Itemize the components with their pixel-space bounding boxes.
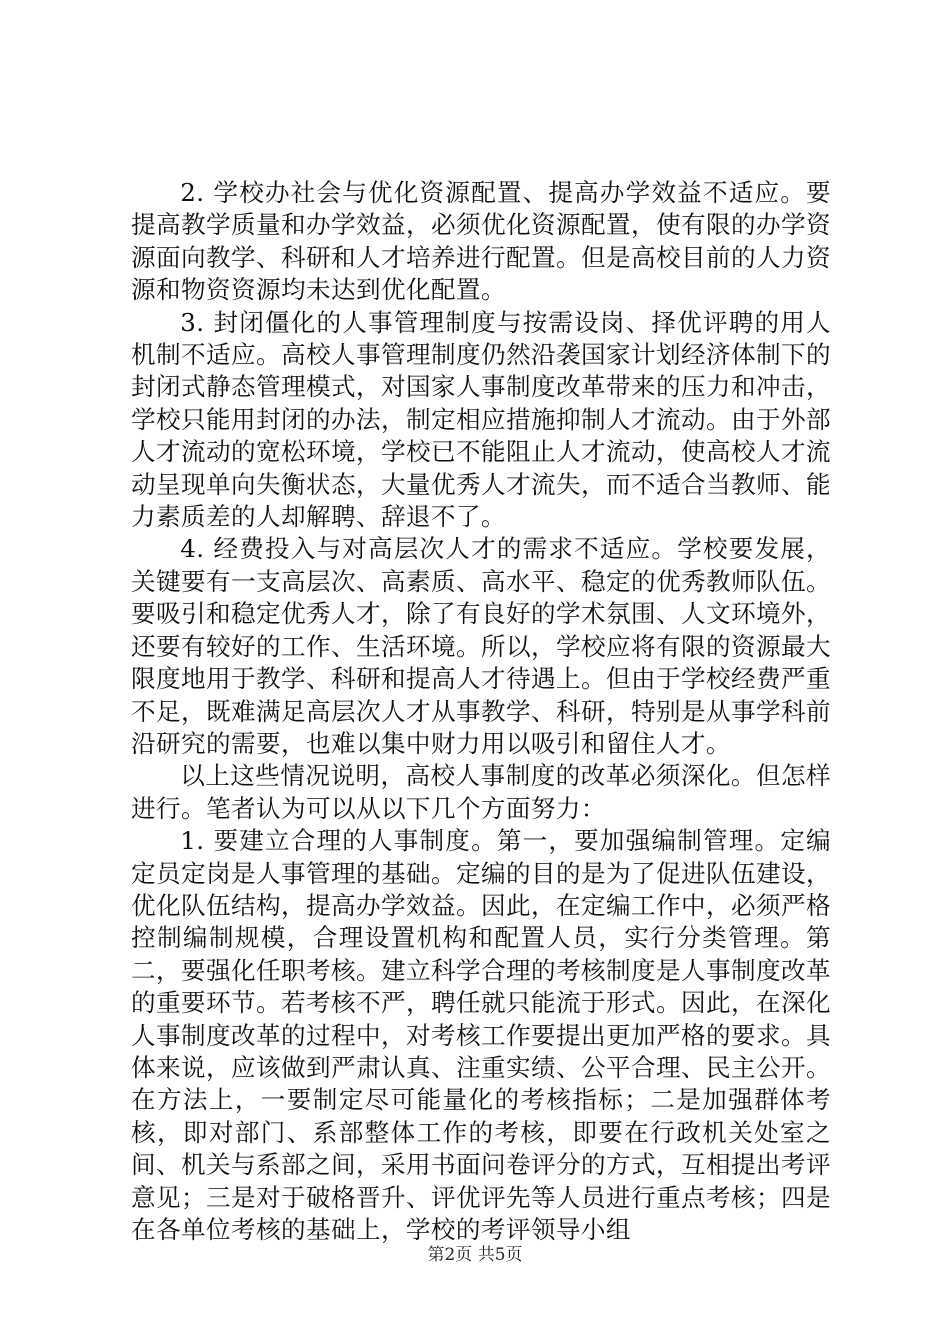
document-body — [131, 177, 831, 1246]
paragraph-item-4: 4. 经费投入与对高层次人才的需求不适应。学校要发展，关键要有一支高层次、高素质、高水平、稳定的优秀教师队伍。要吸引和稳定优秀人才，除了有良好的学术氛围、人文环境外，还要有较好的工作、生活环境。所以，学校应将有限的资源最大限度地用于教学、科研和提高人才待遇上。但由于学校经费严重不足，既难满足高层次人才从事教学、科研，特别是从事学科前沿研究的需要，也难以集中财力用以吸引和留住人才。 — [131, 534, 831, 758]
paragraph-measure-1: 1. 要建立合理的人事制度。第一，要加强编制管理。定编定员定岗是人事管理的基础。定编的目的是为了促进队伍建设，优化队伍结构，提高办学效益。因此，在定编工作中，必须严格控制编制规模，合理设置机构和配置人员，实行分类管理。第二，要强化任职考核。建立科学合理的考核制度是人事制度改革的重要环节。若考核不严，聘任就只能流于形式。因此，在深化人事制度改革的过程中，对考核工作要提出更加严格的要求。具体来说，应该做到严肃认真、注重实绩、公平合理、民主公开。在方法上，一要制定尽可能量化的考核指标；二是加强群体考核，即对部门、系部整体工作的考核，即要在行政机关处室之间、机关与系部之间，采用书面问卷评分的方式，互相提出考评意见；三是对于破格晋升、评优评先等人员进行重点考核；四是在各单位考核的基础上，学校的考评领导小组 — [131, 826, 831, 1244]
paragraph-item-2: 2. 学校办社会与优化资源配置、提高办学效益不适应。要提高教学质量和办学效益，必须优化资源配置，使有限的办学资源面向教学、科研和人才培养进行配置。但是高校目前的人力资源和物资资源均未达到优化配置。 — [131, 178, 831, 305]
paragraph-item-3: 3. 封闭僵化的人事管理制度与按需设岗、择优评聘的用人机制不适应。高校人事管理制度仍然沿袭国家计划经济体制下的封闭式静态管理模式，对国家人事制度改革带来的压力和冲击，学校只能用封闭的办法，制定相应措施抑制人才流动。由于外部人才流动的宽松环境，学校已不能阻止人才流动，使高校人才流动呈现单向失衡状态，大量优秀人才流失，而不适合当教师、能力素质差的人却解聘、辞退不了。 — [131, 307, 831, 532]
page-footer: 第2页 共5页 — [427, 1245, 523, 1265]
paragraph-summary: 以上这些情况说明，高校人事制度的改革必须深化。但怎样进行。笔者认为可以从以下几个方面努力： — [131, 761, 831, 823]
